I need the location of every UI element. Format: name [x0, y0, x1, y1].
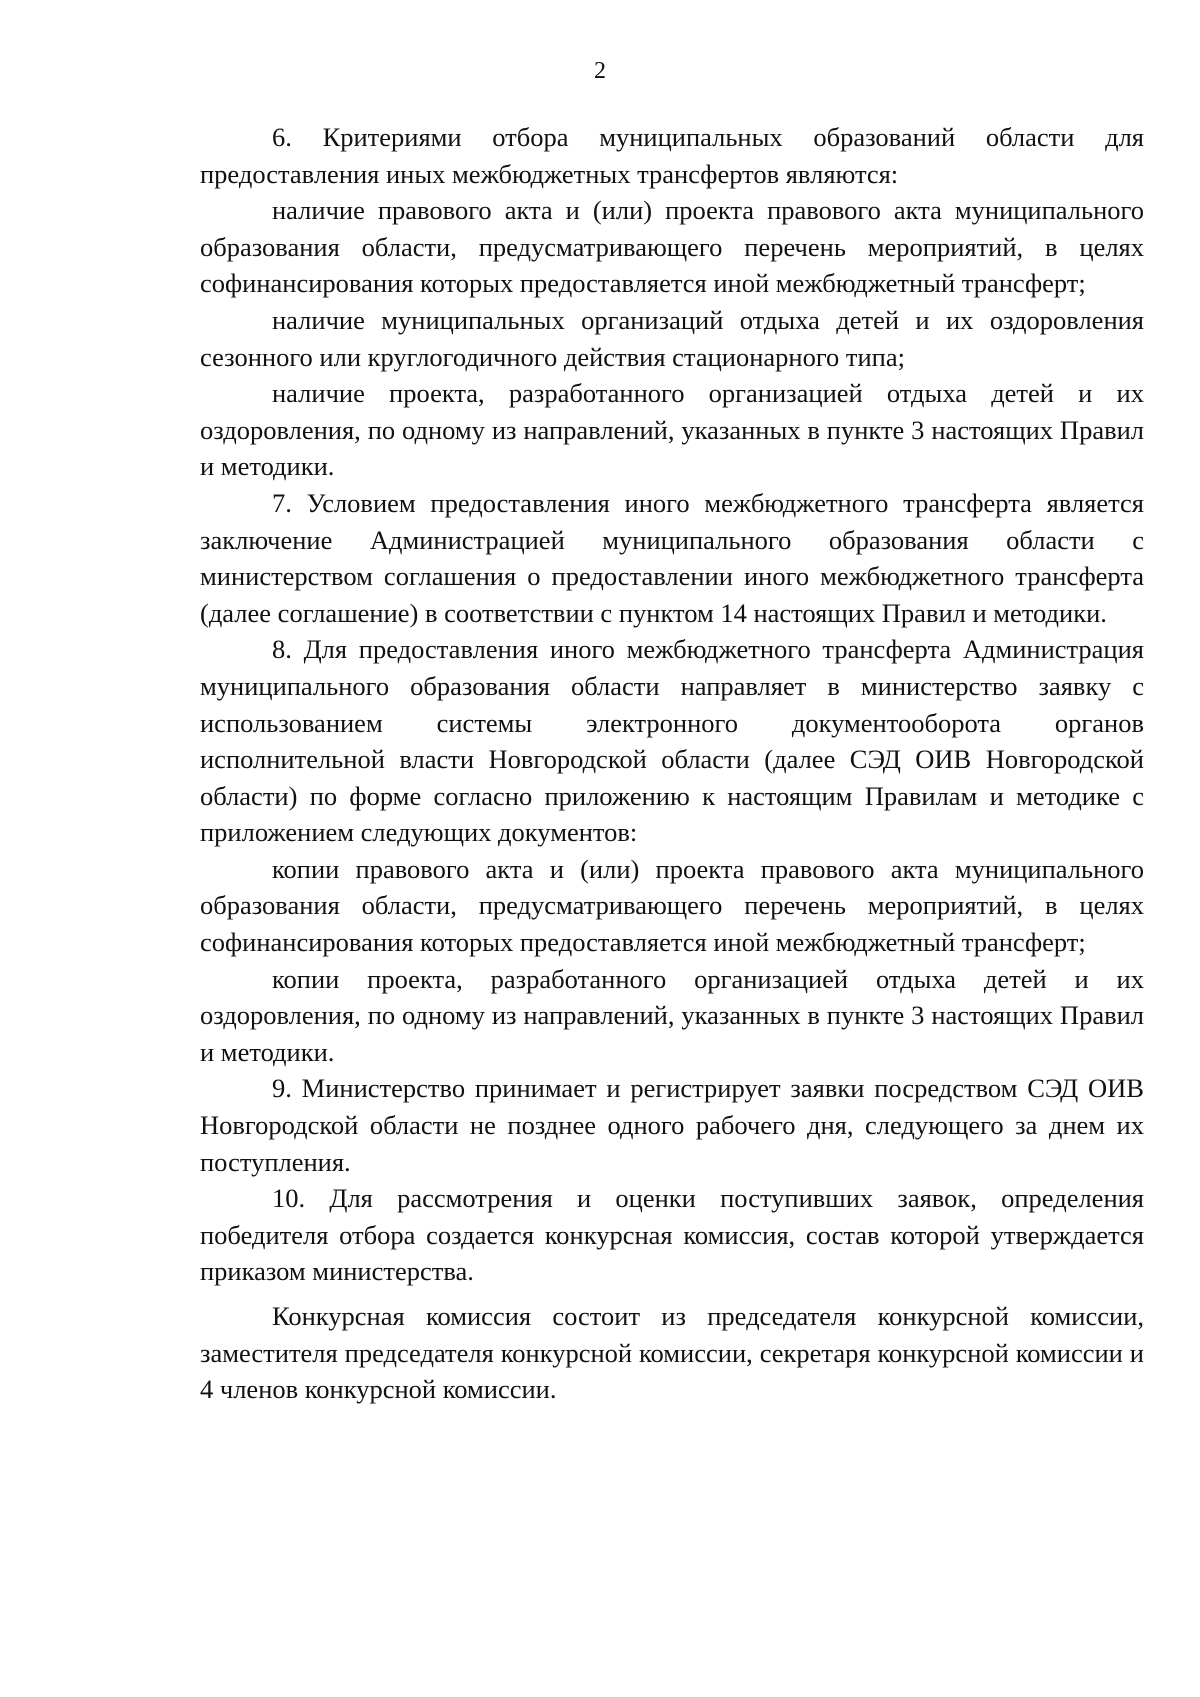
- paragraph-document-legal-act-copy: копии правового акта и (или) проекта правового акта муниципального образования области, предусматривающего перечень мероприятий, в целях софинансирования которых предоставляется иной межбюджетный трансферт;: [200, 853, 1144, 958]
- paragraph-item-8: 8. Для предоставления иного межбюджетного трансферта Администрация муниципального образования области направляет в министерство заявку с использованием системы электронного документооборота органов исполнительной власти Новгородской области (далее СЭД ОИВ Новгородской области) по форме согласно приложению к настоящим Правилам и методике с приложением следующих документов:: [200, 634, 1144, 848]
- paragraph-criterion-organizations: наличие муниципальных организаций отдыха детей и их оздоровления сезонного или круглогодичного действия стационарного типа;: [200, 304, 1144, 372]
- paragraph-criterion-project: наличие проекта, разработанного организацией отдыха детей и их оздоровления, по одному из направлений, указанных в пункте 3 настоящих Правил и методики.: [200, 378, 1144, 482]
- paragraph-item-7: 7. Условием предоставления иного межбюджетного трансферта является заключение Администрацией муниципального образования области с министерством соглашения о предоставлении иного межбюджетного трансферта (далее соглашение) в соответствии с пунктом 14 настоящих Правил и методики.: [200, 487, 1144, 628]
- paragraph-criterion-legal-act: наличие правового акта и (или) проекта правового акта муниципального образования области, предусматривающего перечень мероприятий, в целях софинансирования которых предоставляется иной межбюджетный трансферт;: [200, 195, 1144, 299]
- page-number: 2: [594, 58, 606, 84]
- document-body: [200, 119, 1144, 1408]
- paragraph-item-10: 10. Для рассмотрения и оценки поступивших заявок, определения победителя отбора создается конкурсная комиссия, состав которой утверждается приказом министерства.: [200, 1183, 1144, 1287]
- paragraph-commission-composition: Конкурсная комиссия состоит из председателя конкурсной комиссии, заместителя председателя конкурсной комиссии, секретаря конкурсной комиссии и 4 членов конкурсной комиссии.: [200, 1301, 1144, 1405]
- paragraph-item-9: 9. Министерство принимает и регистрирует заявки посредством СЭД ОИВ Новгородской области не позднее одного рабочего дня, следующего за днем их поступления.: [200, 1073, 1144, 1177]
- paragraph-item-6: 6. Критериями отбора муниципальных образований области для предоставления иных межбюджетных трансфертов являются:: [200, 122, 1144, 189]
- paragraph-document-project-copy: копии проекта, разработанного организацией отдыха детей и их оздоровления, по одному из направлений, указанных в пункте 3 настоящих Правил и методики.: [200, 963, 1144, 1067]
